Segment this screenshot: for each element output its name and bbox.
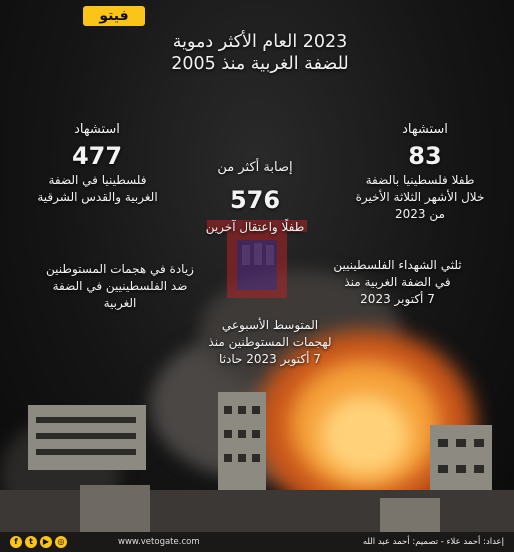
note-line1: ثلثي الشهداء الفلسطينيين <box>333 258 462 272</box>
instagram-icon[interactable]: ◎ <box>55 536 67 548</box>
vetogate-logo[interactable]: فيتو <box>83 6 145 26</box>
stat-desc-line1: فلسطينيا في الضفة <box>48 173 147 187</box>
note-line1: المتوسط الأسبوعي <box>221 318 319 332</box>
stat-desc-line1: طفلا فلسطينيا بالضفة <box>365 173 475 187</box>
page-title-line1: 2023 العام الأكثر دموية <box>172 32 348 52</box>
stat-desc-line2: الغربية والقدس الشرقية <box>37 190 158 204</box>
credit-text: إعداد: أحمد علاء - تصميم: أحمد عبد الله <box>362 537 504 547</box>
stat-desc-line3: من 2023 <box>395 207 445 221</box>
stat-number: 576 <box>229 186 281 214</box>
twitter-icon[interactable]: t <box>25 536 37 548</box>
page-title-line2: للضفة الغربية منذ 2005 <box>171 54 349 74</box>
stat-label: استشهاد <box>402 122 448 137</box>
note-line2: في الضفة الغربية منذ <box>344 275 451 289</box>
building <box>380 498 440 532</box>
fire-glow <box>320 395 410 475</box>
building <box>80 485 150 532</box>
stat-desc: طفلًا واعتقال آخرين <box>205 220 305 234</box>
stat-number: 477 <box>71 142 123 170</box>
note-line1: زيادة في هجمات المستوطنين <box>46 262 194 276</box>
note-line3: الغربية <box>103 296 137 310</box>
website-link[interactable]: www.vetogate.com <box>118 537 200 547</box>
building <box>28 405 146 470</box>
stat-label: إصابة أكثر من <box>217 160 293 175</box>
stat-number: 83 <box>408 142 442 170</box>
stat-label: استشهاد <box>74 122 120 137</box>
stat-desc-line2: خلال الأشهر الثلاثة الأخيرة <box>355 190 485 204</box>
youtube-icon[interactable]: ▶ <box>40 536 52 548</box>
facebook-icon[interactable]: f <box>10 536 22 548</box>
note-line2: لهجمات المستوطنين منذ <box>208 335 332 349</box>
social-icons <box>10 536 67 548</box>
note-line3: 7 أكتوبر 2023 <box>360 292 435 306</box>
note-line3: 7 أكتوبر 2023 حادثا <box>219 352 321 366</box>
note-line2: ضد الفلسطينيين في الضفة <box>52 279 188 293</box>
footer-bar <box>0 532 514 552</box>
